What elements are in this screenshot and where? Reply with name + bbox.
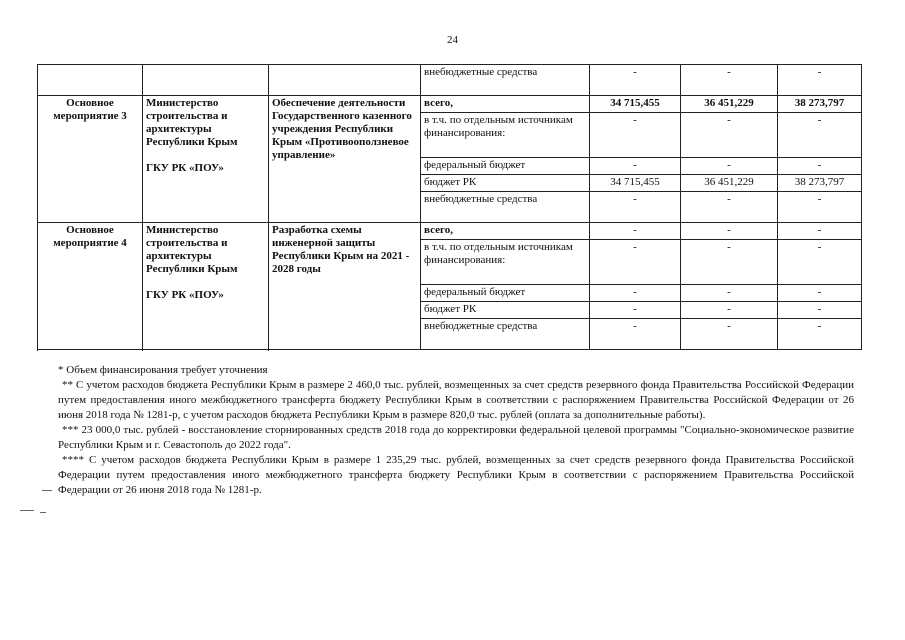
event-description: Обеспечение деятельности Государственного казенного учреждения Республики Крым «Противооползневое управление» — [269, 96, 421, 223]
table-row: в т.ч. по отдельным источникам финансирования: - - - — [38, 240, 862, 285]
event-name: Основное мероприятие 3 — [38, 96, 143, 223]
scan-smudge — [20, 510, 34, 511]
table-row: Основное мероприятие 3 Министерство строительства и архитектуры Республики Крым ГКУ РК «ПОУ» Обеспечение деятельности Государственного казенного учреждения Республики Крым «Противооползневое управление» всего, 34 715,455 36 451,229 38 273,797 — [38, 96, 862, 113]
table-row: бюджет РК - - - — [38, 302, 862, 319]
footnotes — [58, 363, 854, 498]
table-row: внебюджетные средства - - - — [38, 65, 862, 96]
footnote: ** С учетом расходов бюджета Республики Крым в размере 2 460,0 тыс. рублей, возмещенных за счет средств резервного фонда Правительства Российской Федерации путем предоставления иного межбюджетного трансферта бюджету Республики Крым в соответствии с распоряжением Правительства Российской Федерации от 26 июня 2018 года № 1281-р, с учетом расходов бюджета Республики Крым в размере 820,0 тыс. рублей (оплата за дополнительные работы). — [58, 379, 854, 421]
table-row: бюджет РК 34 715,455 36 451,229 38 273,797 — [38, 175, 862, 192]
table-row: федеральный бюджет - - - — [38, 285, 862, 302]
footnote: * Объем финансирования требует уточнения — [58, 364, 268, 376]
footnote: *** 23 000,0 тыс. рублей - восстановление сторнированных средств 2018 года до корректировки федеральной целевой программы "Социально-экономическое развитие Республики Крым и г. Севастополь до 2022 года". — [58, 424, 854, 451]
scan-smudge — [40, 512, 46, 513]
table-row: внебюджетные средства - - - — [38, 319, 862, 350]
financing-table — [37, 64, 862, 350]
table-row: федеральный бюджет - - - — [38, 158, 862, 175]
footnote: **** С учетом расходов бюджета Республики Крым в размере 1 235,29 тыс. рублей, возмещенных за счет средств резервного фонда Правительства Российской Федерации путем предоставления иного межбюджетного трансферта бюджету Республики Крым в соответствии с распоряжением Правительства Российской Федерации от 26 июня 2018 года № 1281-р. — [58, 454, 854, 496]
scan-smudge — [42, 490, 52, 491]
table-row: Основное мероприятие 4 Министерство строительства и архитектуры Республики Крым ГКУ РК «ПОУ» Разработка схемы инженерной защиты Республики Крым на 2021 - 2028 годы всего, - - - — [38, 223, 862, 240]
event-description: Разработка схемы инженерной защиты Республики Крым на 2021 - 2028 годы — [269, 223, 421, 350]
table-row: в т.ч. по отдельным источникам финансирования: - - - — [38, 113, 862, 158]
responsible-org: Министерство строительства и архитектуры Республики Крым ГКУ РК «ПОУ» — [143, 96, 269, 223]
table-row: внебюджетные средства - - - — [38, 192, 862, 223]
event-name: Основное мероприятие 4 — [38, 223, 143, 350]
page-number: 24 — [447, 34, 458, 46]
responsible-org: Министерство строительства и архитектуры Республики Крым ГКУ РК «ПОУ» — [143, 223, 269, 350]
